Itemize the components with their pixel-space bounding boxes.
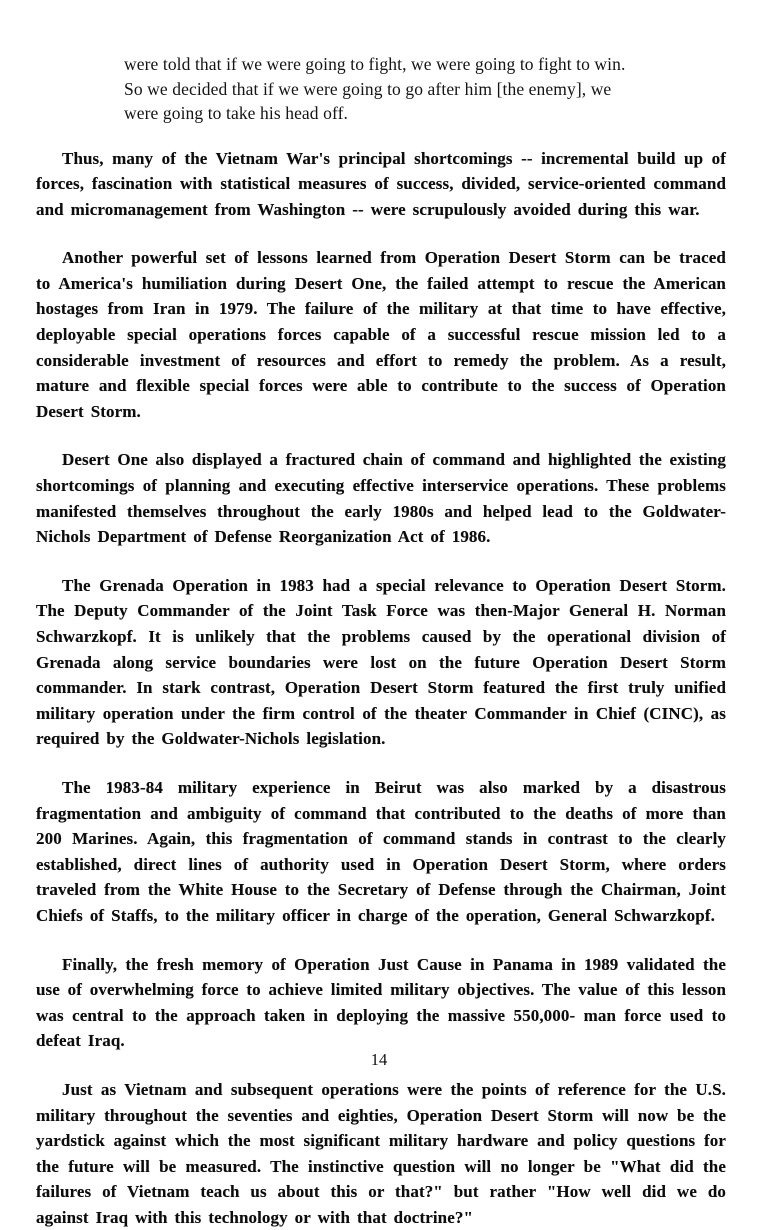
block-quote — [124, 52, 646, 126]
quote-line: So we decided that if we were going to go after him [the enemy], we — [124, 77, 646, 102]
quote-line: were going to take his head off. — [124, 101, 646, 126]
quote-line: were told that if we were going to fight, we were going to fight to win. — [124, 52, 646, 77]
paragraph-goldwater-nichols: Desert One also displayed a fractured chain of command and highlighted the existing shortcomings of planning and executing effective interservice operations. These problems manifested themselves throughout the early 1980s and helped lead to the Goldwater-Nichols Department of Defense Reorganization Act of 1986. — [36, 447, 726, 549]
paragraph-beirut-experience: The 1983-84 military experience in Beirut was also marked by a disastrous fragmentation and ambiguity of command that contributed to the deaths of more than 200 Marines. Again, this fragmentation of command stands in contrast to the clearly established, direct lines of authority used in Operation Desert Storm, where orders traveled from the White House to the Secretary of Defense through the Chairman, Joint Chiefs of Staffs, to the military officer in charge of the operation, General Schwarzkopf. — [36, 775, 726, 929]
paragraph-desert-one-lessons: Another powerful set of lessons learned from Operation Desert Storm can be traced to America's humiliation during Desert One, the failed attempt to rescue the American hostages from Iran in 1979. The failure of the military at that time to have effective, deployable special operations forces capable of a successful rescue mission led to a considerable investment of resources and effort to remedy the problem. As a result, mature and flexible special forces were able to contribute to the success of Operation Desert Storm. — [36, 245, 726, 424]
paragraph-vietnam-yardstick: Just as Vietnam and subsequent operations were the points of reference for the U.S. military throughout the seventies and eighties, Operation Desert Storm will now be the yardstick against which the most significant military hardware and policy questions for the future will be measured. The instinctive question will no longer be "What did the failures of Vietnam teach us about this or that?" but rather "How well did we do against Iraq with this technology or with that doctrine?" — [36, 1077, 726, 1230]
paragraph-just-cause-panama: Finally, the fresh memory of Operation Just Cause in Panama in 1989 validated the use of overwhelming force to achieve limited military objectives. The value of this lesson was central to the approach taken in deploying the massive 550,000- man force used to defeat Iraq. — [36, 952, 726, 1054]
paragraph-grenada-operation: The Grenada Operation in 1983 had a special relevance to Operation Desert Storm. The Deputy Commander of the Joint Task Force was then-Major General H. Norman Schwarzkopf. It is unlikely that the problems caused by the operational division of Grenada along service boundaries were lost on the future Operation Desert Storm commander. In stark contrast, Operation Desert Storm featured the first truly unified military operation under the firm control of the theater Commander in Chief (CINC), as required by the Goldwater-Nichols legislation. — [36, 573, 726, 752]
paragraph-thus-vietnam-shortcomings: Thus, many of the Vietnam War's principal shortcomings -- incremental build up of forces, fascination with statistical measures of success, divided, service-oriented command and micromanagement from Washington -- were scrupulously avoided during this war. — [36, 146, 726, 223]
page-number: 14 — [0, 1050, 758, 1070]
